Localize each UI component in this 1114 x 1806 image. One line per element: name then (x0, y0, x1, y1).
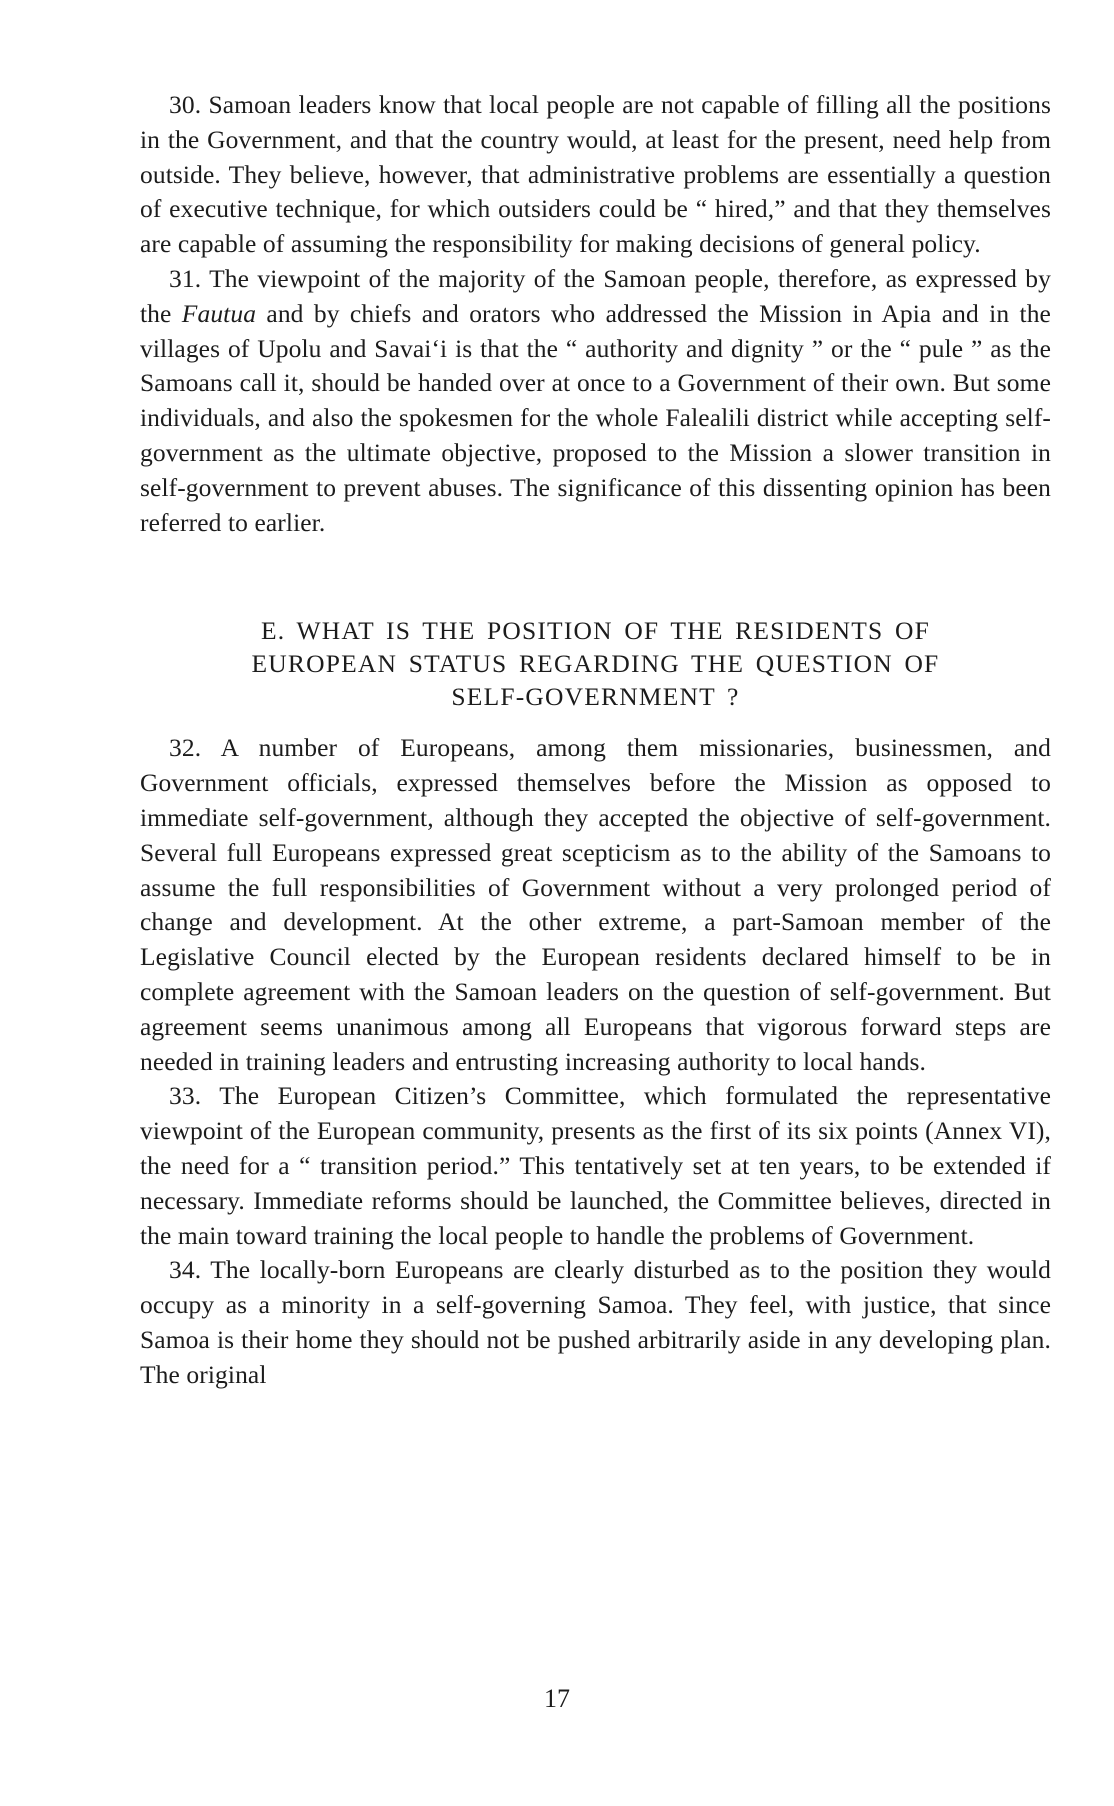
paragraph-31-start: 31. The viewpoint of the majority of the Samoan people, therefore, as expressed by the (140, 263, 1051, 328)
section-heading-line-2: EUROPEAN STATUS REGARDING THE QUESTION OF (251, 649, 940, 679)
page-number: 17 (544, 1684, 570, 1713)
paragraph-33: 33. The European Citizen’s Committee, which formulated the representative viewpoint of the European community, presents as the first of its six points (Annex VI), the need for a “ transition period.” This tentatively set at ten years, to be extended if necessary. Immediate reforms should be launched, the Committee believes, directed in the main toward training the local people to handle the problems of Government. (140, 1081, 1051, 1250)
section-heading-line-1: E. WHAT IS THE POSITION OF THE RESIDENTS OF (261, 616, 930, 646)
paragraph-34: 34. The locally-born Europeans are clearly disturbed as to the position they would occupy as a minority in a self-governing Samoa. They feel, with justice, that since Samoa is their home they should not be pushed arbitrarily aside in any developing plan. The original (140, 1255, 1051, 1389)
fautua-term: Fautua (181, 298, 257, 328)
paragraph-31 (140, 262, 1051, 540)
document-page (140, 88, 1051, 1393)
paragraph-30: 30. Samoan leaders know that local people are not capable of filling all the positions in the Government, and that the country would, at least for the present, need help from outside. They believe, however, that administrative problems are essentially a question of executive technique, for which outsiders could be “ hired,” and that they themselves are capable of assuming the responsibility for making decisions of general policy. (140, 90, 1051, 259)
paragraph-32: 32. A number of Europeans, among them missionaries, businessmen, and Government officials, expressed themselves before the Mission as opposed to immediate self-government, although they accepted the objective of self-government. Several full Europeans expressed great scepticism as to the ability of the Samoans to assume the full responsibilities of Government without a very prolonged period of change and development. At the other extreme, a part-Samoan member of the Legislative Council elected by the European residents declared himself to be in complete agreement with the Samoan leaders on the question of self-government. But agreement seems unanimous among all Europeans that vigorous forward steps are needed in training leaders and entrusting increasing authority to local hands. (140, 733, 1051, 1076)
section-heading-e (140, 614, 1051, 713)
paragraph-31-rest: and by chiefs and orators who addressed the Mission in Apia and in the villages of Upolu and Savai‘i is that the “ authority and dignity ” or the “ pule ” as the Samoans call it, should be handed over at once to a Government of their own. But some individuals, and also the spokesmen for the whole Falealili district while accepting self-government as the ultimate objective, proposed to the Mission a slower transition in self-government to prevent abuses. The significance of this dissenting opinion has been referred to earlier. (140, 298, 1051, 537)
section-heading-line-3: SELF-GOVERNMENT ? (451, 682, 740, 712)
